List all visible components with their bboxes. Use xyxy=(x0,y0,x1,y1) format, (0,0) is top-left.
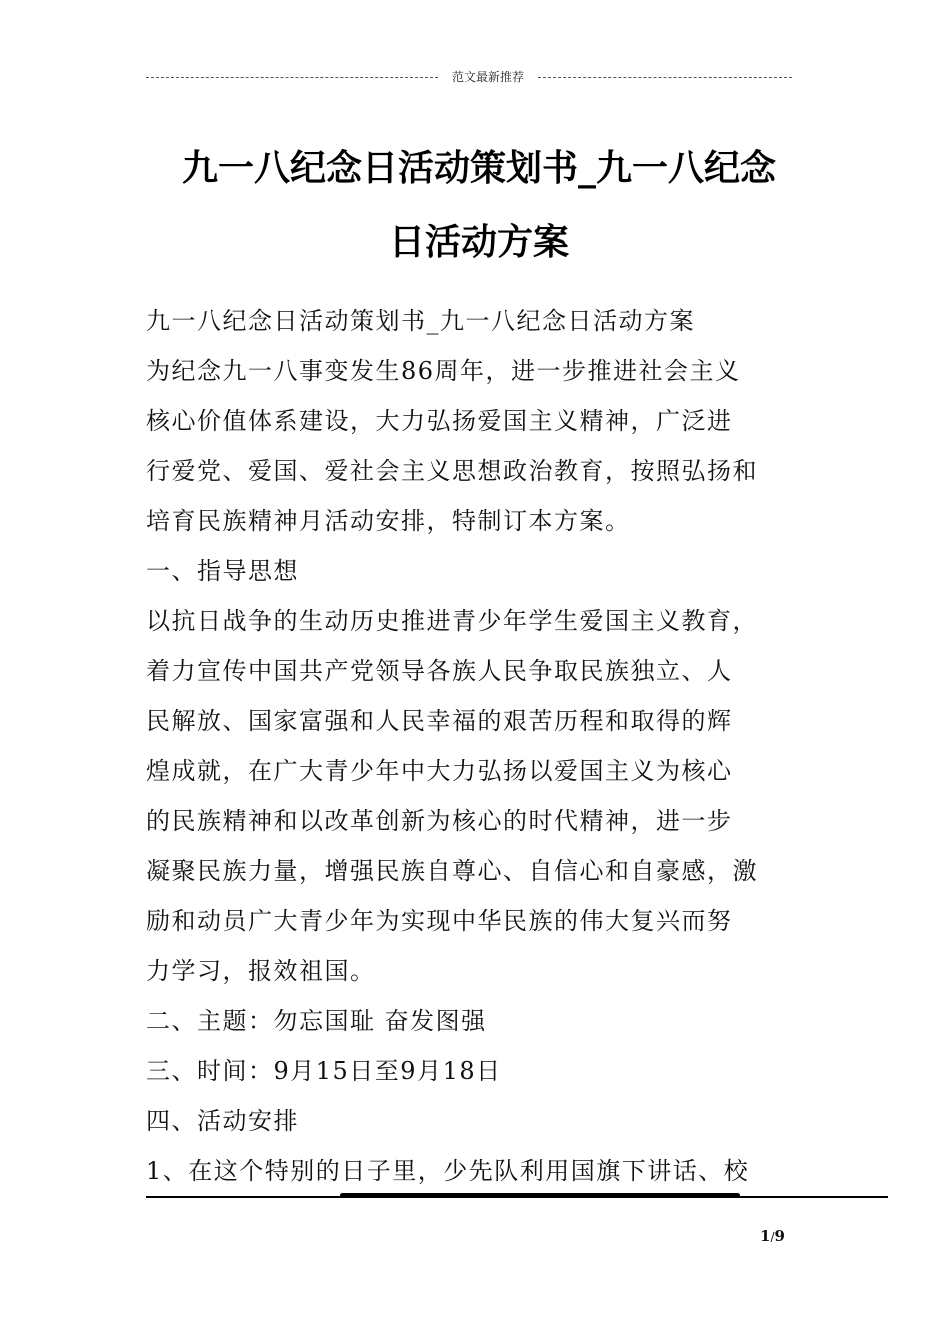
header-dashed-rule-left xyxy=(146,77,438,78)
body-line: 煌成就，在广大青少年中大力弘扬以爱国主义为核心 xyxy=(146,757,733,785)
footer-rule-accent xyxy=(340,1193,740,1198)
body-line: 行爱党、爱国、爱社会主义思想政治教育，按照弘扬和 xyxy=(146,457,758,485)
body-line: 着力宣传中国共产党领导各族人民争取民族独立、人 xyxy=(146,657,733,685)
body-line: 凝聚民族力量，增强民族自尊心、自信心和自豪感，激 xyxy=(146,857,758,885)
document-body xyxy=(146,296,816,1196)
page-current: 1 xyxy=(760,1227,771,1245)
body-line: 的民族精神和以改革创新为核心的时代精神，进一步 xyxy=(146,807,733,835)
title-line-2: 日活动方案 xyxy=(388,222,569,263)
page-total: 9 xyxy=(774,1227,785,1245)
header-label: 范文最新推荐 xyxy=(451,70,524,84)
body-line: 九一八纪念日活动策划书_九一八纪念日活动方案 xyxy=(146,307,695,335)
section-heading: 四、活动安排 xyxy=(146,1107,299,1135)
section-heading: 三、时间：9月15日至9月18日 xyxy=(146,1057,502,1085)
body-line: 核心价值体系建设，大力弘扬爱国主义精神，广泛进 xyxy=(146,407,733,435)
body-line: 培育民族精神月活动安排，特制订本方案。 xyxy=(146,507,631,535)
section-heading: 二、主题：勿忘国耻 奋发图强 xyxy=(146,1007,487,1035)
body-line: 力学习，报效祖国。 xyxy=(146,957,376,985)
page-number xyxy=(760,1227,820,1245)
document-title xyxy=(146,132,812,280)
page-header xyxy=(146,66,792,86)
title-line-1: 九一八纪念日活动策划书_九一八纪念 xyxy=(181,148,776,189)
page-separator: / xyxy=(770,1230,775,1244)
header-dashed-rule-right xyxy=(538,77,792,78)
section-heading: 一、指导思想 xyxy=(146,557,299,585)
body-line: 1、在这个特别的日子里，少先队利用国旗下讲话、校 xyxy=(146,1157,750,1185)
body-line: 民解放、国家富强和人民幸福的艰苦历程和取得的辉 xyxy=(146,707,733,735)
body-line: 励和动员广大青少年为实现中华民族的伟大复兴而努 xyxy=(146,907,733,935)
body-line: 以抗日战争的生动历史推进青少年学生爱国主义教育， xyxy=(146,607,758,635)
body-line: 为纪念九一八事变发生86周年，进一步推进社会主义 xyxy=(146,357,741,385)
